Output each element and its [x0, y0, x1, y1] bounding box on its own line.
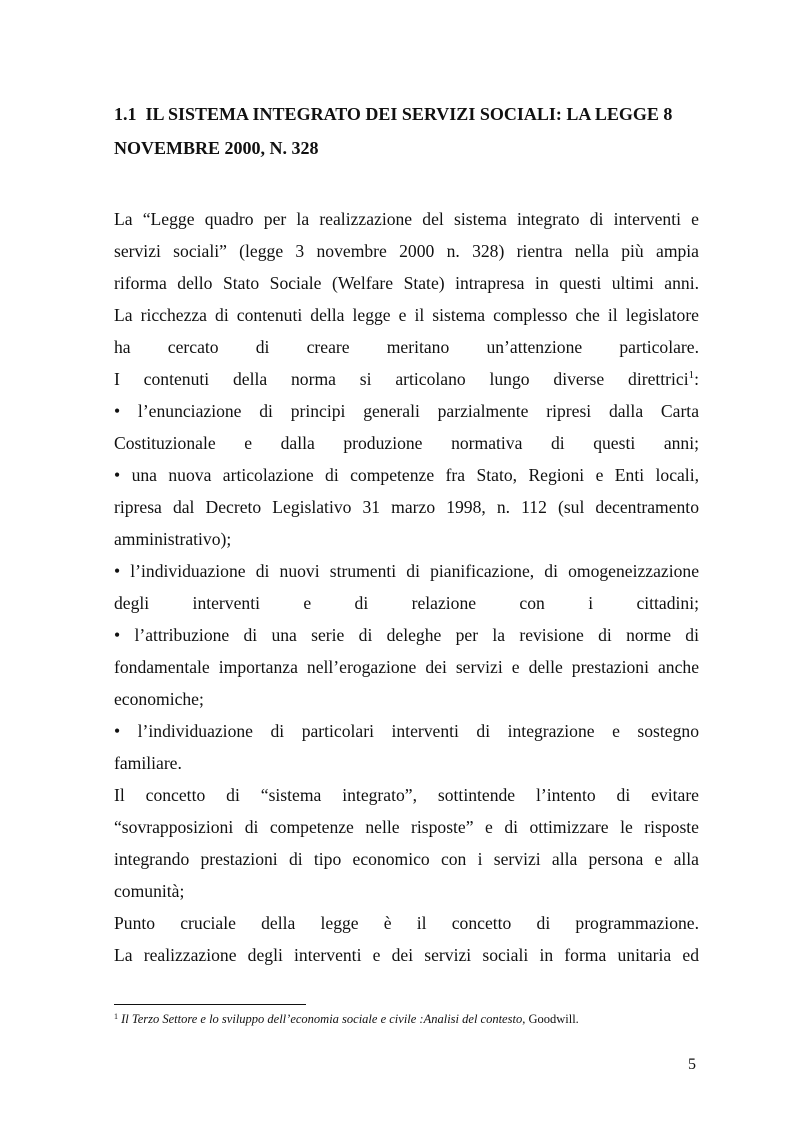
page-number: 5	[688, 1056, 696, 1073]
body-line: economiche;	[114, 689, 204, 709]
footnote-publisher: Goodwill.	[528, 1012, 579, 1026]
section-number: 1.1	[114, 104, 137, 124]
bullet-line: • una nuova articolazione di competenze fra Stato, Regioni e Enti locali,	[114, 465, 699, 485]
body-line: ripresa dal Decreto Legislativo 31 marzo 1998, n. 112 (sul decentramento	[114, 497, 699, 517]
bullet-line: • l’individuazione di particolari interventi di integrazione e sostegno	[114, 721, 699, 741]
body-line: familiare.	[114, 753, 182, 773]
bullet-line: • l’individuazione di nuovi strumenti di pianificazione, di omogeneizzazione	[114, 561, 699, 581]
body-line-suffix: :	[694, 369, 699, 389]
body-line: La “Legge quadro per la realizzazione del sistema integrato di interventi e	[114, 209, 699, 229]
body-line: riforma dello Stato Sociale (Welfare State) intrapresa in questi ultimi anni.	[114, 273, 699, 293]
body-line: Costituzionale e dalla produzione normativa di questi anni;	[114, 433, 699, 453]
footnote	[114, 1012, 714, 1027]
footnote-title: Il Terzo Settore e lo sviluppo dell’economia sociale e civile :Analisi del contesto,	[121, 1012, 526, 1026]
section-heading	[114, 97, 704, 165]
body-line: ha cercato di creare meritano un’attenzione particolare.	[114, 337, 699, 357]
bullet-line: • l’attribuzione di una serie di deleghe per la revisione di norme di	[114, 625, 699, 645]
body-line: Punto cruciale della legge è il concetto di programmazione.	[114, 913, 699, 933]
body-line: servizi sociali” (legge 3 novembre 2000 n. 328) rientra nella più ampia	[114, 241, 699, 261]
body-line-with-footnote-ref	[114, 368, 699, 400]
body-line: amministrativo);	[114, 529, 232, 549]
footnote-marker: 1	[114, 1012, 118, 1021]
body-line: La ricchezza di contenuti della legge e il sistema complesso che il legislatore	[114, 305, 699, 325]
footnote-divider	[114, 1004, 306, 1005]
body-line: Il concetto di “sistema integrato”, sottintende l’intento di evitare	[114, 785, 699, 805]
bullet-line: • l’enunciazione di principi generali parzialmente ripresi dalla Carta	[114, 401, 699, 421]
section-title-line-2: NOVEMBRE 2000, N. 328	[114, 138, 319, 158]
footnote-reference[interactable]: 1	[688, 369, 695, 381]
body-line: integrando prestazioni di tipo economico con i servizi alla persona e alla	[114, 849, 699, 869]
body-line: “sovrapposizioni di competenze nelle risposte” e di ottimizzare le risposte	[114, 817, 699, 837]
section-title-line-1: IL SISTEMA INTEGRATO DEI SERVIZI SOCIALI: LA LEGGE 8	[145, 104, 673, 124]
body-line: fondamentale importanza nell’erogazione dei servizi e delle prestazioni anche	[114, 657, 699, 677]
body-line: comunità;	[114, 881, 185, 901]
body-line: degli interventi e di relazione con i cittadini;	[114, 593, 699, 613]
section-heading-line-1	[114, 97, 704, 131]
body-line-text: I contenuti della norma si articolano lungo diverse direttrici	[114, 369, 689, 389]
body-line: La realizzazione degli interventi e dei servizi sociali in forma unitaria ed	[114, 945, 699, 965]
